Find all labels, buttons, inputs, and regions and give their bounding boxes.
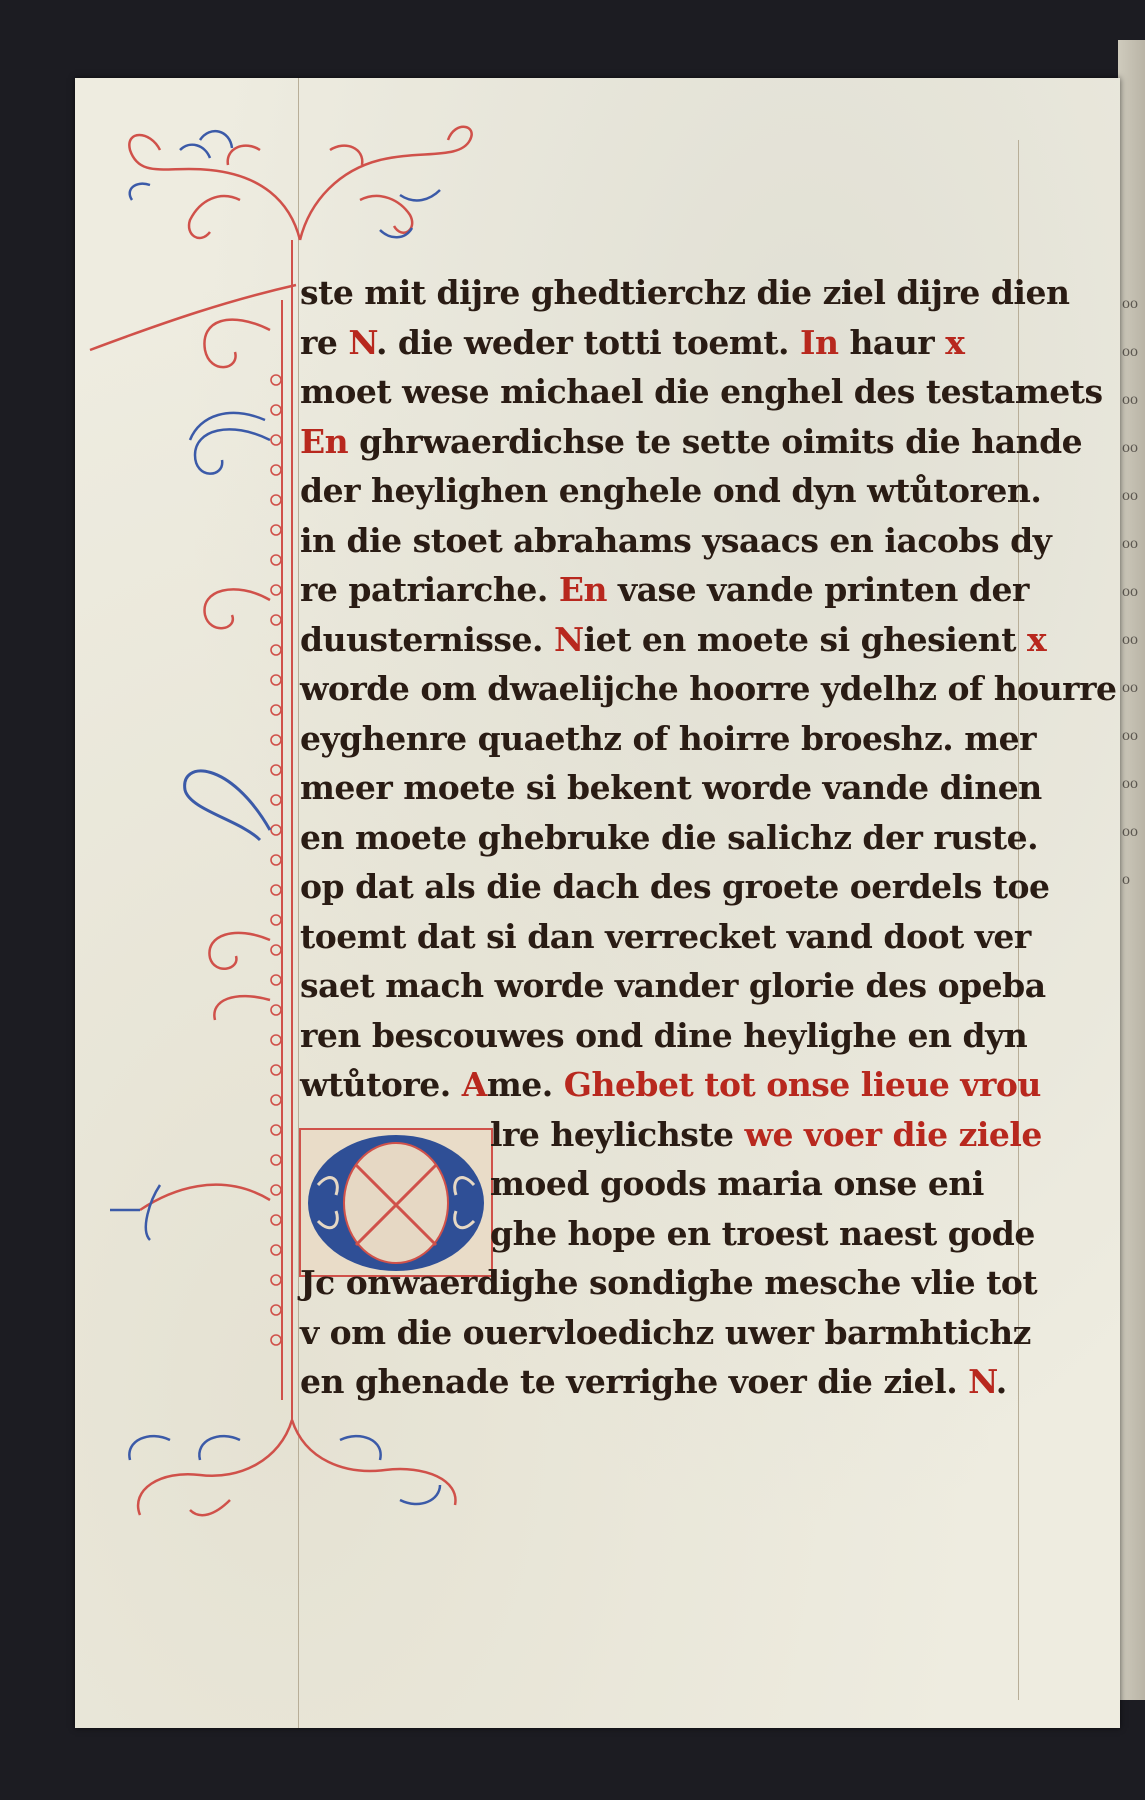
text-line-17-b: me. [486, 1065, 564, 1104]
text-line-15: saet mach worde vander glorie des opeba [300, 966, 1046, 1005]
text-line-4 [300, 417, 1090, 467]
rubric-in: In [800, 322, 839, 362]
text-line-13: op dat als die dach des groete oerdels toe [300, 867, 1050, 906]
text-line-10: eyghenre quaethz of hoirre broeshz. mer [300, 718, 1037, 758]
text-line-4-a: ghrwaerdichse te sette oimits die hande [348, 421, 1083, 461]
text-line-17 [300, 1060, 1090, 1110]
next-leaf-text: ooooooooooooooooooooooooo [1122, 295, 1138, 888]
text-line-8-b: iet en moete si ghesient [583, 619, 1028, 659]
rubric-ame: A [461, 1065, 487, 1104]
text-line-7-a: re patriarche. [300, 570, 559, 609]
text-line-20: ghe hope en troest naest gode [490, 1213, 1035, 1253]
rubric-x-1: x [945, 322, 965, 362]
text-line-21: Jc onwaerdighe sondighe mesche vlie tot [300, 1263, 1038, 1302]
text-line-17-a: wtůtore. [300, 1065, 462, 1104]
text-line-11: meer moete si bekent worde vande dinen [300, 768, 1042, 807]
text-line-5: der heylighen enghele ond dyn wtůtoren. [300, 471, 1042, 510]
text-line-22: v om die ouervloedichz uwer barmhtichz [300, 1312, 1031, 1352]
text-line-7-b: vase vande printen der [606, 570, 1029, 609]
text-line-6: in die stoet abrahams ysaacs en iacobs dy [300, 520, 1052, 560]
text-line-9: worde om dwaelijche hoorre ydelhz of hourre [300, 669, 1117, 708]
text-line-7 [300, 565, 1090, 615]
text-line-8 [300, 615, 1090, 665]
rubric-heading-1: Ghebet tot onse lieue vrou [563, 1065, 1041, 1104]
text-line-3: moet wese michael die enghel des testamets [300, 372, 1103, 411]
manuscript-text [300, 268, 1117, 1407]
text-line-18-a: lre heylichste [490, 1114, 745, 1154]
rubric-heading-2: we voer die ziele [744, 1114, 1042, 1154]
text-line-23-b: . [995, 1362, 1007, 1401]
text-line-14: toemt dat si dan verrecket vand doot ver [300, 916, 1031, 956]
text-line-2-a: re [300, 322, 349, 362]
text-line-8-a: duusternisse. [300, 619, 554, 659]
rubric-en-1: En [300, 421, 349, 461]
text-line-2-b: . die weder totti toemt. [375, 322, 801, 362]
rubric-niet: N [553, 619, 584, 659]
rubric-n: N [348, 322, 376, 362]
text-line-12: en moete ghebruke die salichz der ruste. [300, 817, 1039, 857]
rubric-x-2: x [1027, 619, 1047, 659]
text-line-1: ste mit dijre ghedtierchz die ziel dijre dien [300, 273, 1070, 312]
text-line-2-c: haur [838, 322, 946, 362]
text-line-23-a: en ghenade te verrighe voer die ziel. [300, 1362, 969, 1401]
text-line-16: ren bescouwes ond dine heylighe en dyn [300, 1015, 1028, 1055]
text-line-2 [300, 318, 1090, 368]
rubric-n-2: N [968, 1362, 996, 1401]
text-line-18 [300, 1110, 1090, 1160]
rubric-en-2: En [558, 570, 607, 609]
text-line-23 [300, 1357, 1090, 1407]
text-line-19: moed goods maria onse eni [490, 1164, 984, 1203]
